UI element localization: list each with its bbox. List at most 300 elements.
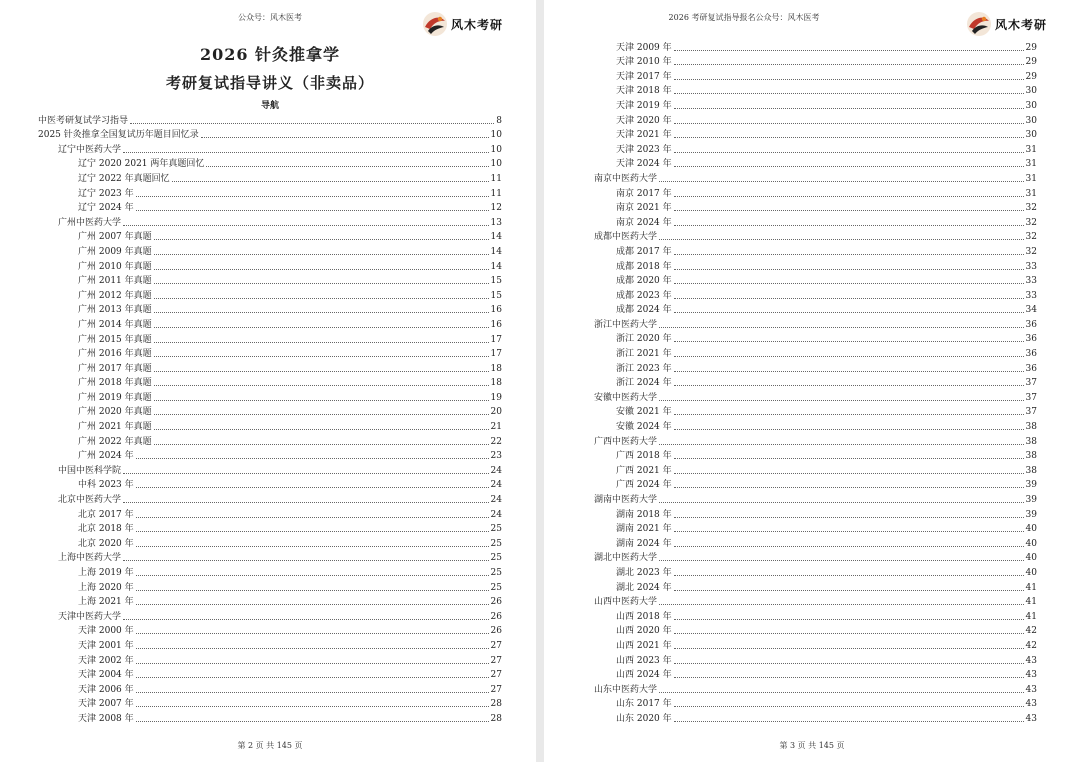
toc-entry[interactable]	[38, 214, 502, 229]
toc-entry[interactable]	[38, 608, 502, 623]
dot-leader	[136, 486, 489, 488]
dot-leader	[136, 530, 489, 532]
toc-entry-page-number: 38	[1025, 422, 1037, 433]
logo-emblem-icon	[966, 11, 992, 37]
toc-entry-page-number: 16	[490, 305, 502, 316]
toc-entry-page-number: 30	[1025, 130, 1037, 141]
dot-leader	[674, 486, 1024, 488]
toc-entry[interactable]	[38, 564, 502, 579]
brand-logo	[422, 8, 503, 40]
toc-entry-page-number: 30	[1025, 100, 1037, 111]
dot-leader	[136, 647, 489, 649]
toc-entry-page-number: 37	[1025, 407, 1037, 418]
toc-entry-page-number: 27	[490, 684, 502, 695]
toc-entry-page-number: 39	[1025, 495, 1037, 505]
toc-entry-label: 天津 2002 年	[78, 655, 134, 666]
toc-entry-label: 天津 2019 年	[616, 100, 672, 111]
toc-entry[interactable]	[38, 448, 502, 463]
toc-entry[interactable]	[38, 141, 502, 156]
dot-leader	[674, 268, 1024, 270]
dot-leader	[136, 676, 489, 678]
dot-leader	[136, 209, 489, 211]
toc-entry[interactable]	[38, 170, 502, 185]
toc-entry[interactable]	[594, 608, 1037, 623]
toc-entry-label: 安徽 2024 年	[616, 422, 672, 433]
toc-entry-label: 广州 2018 年真题	[78, 378, 152, 389]
toc-entry-label: 广西中医药大学	[594, 436, 658, 447]
toc-entry-page-number: 30	[1025, 86, 1037, 97]
toc-entry-label: 湖南 2021 年	[616, 524, 672, 535]
dot-leader	[154, 341, 489, 343]
toc-entry-label: 北京中医药大学	[58, 495, 122, 506]
toc-entry[interactable]	[38, 418, 502, 433]
toc-entry-page-number: 43	[1025, 670, 1037, 681]
toc-entry-page-number: 25	[490, 524, 502, 535]
dot-leader	[136, 720, 489, 722]
toc-entry-label: 广州 2017 年真题	[78, 363, 152, 374]
toc-entry[interactable]	[594, 637, 1037, 652]
dot-leader	[674, 589, 1024, 591]
toc-entry[interactable]	[594, 564, 1037, 579]
dot-leader	[154, 268, 489, 270]
dot-leader	[154, 355, 489, 357]
table-of-contents-right	[594, 39, 1037, 725]
toc-entry[interactable]	[38, 491, 502, 506]
toc-entry-label: 天津 2021 年	[616, 130, 672, 141]
toc-entry-page-number: 36	[1025, 363, 1037, 374]
toc-entry[interactable]	[594, 433, 1037, 448]
dot-leader	[123, 151, 489, 153]
toc-entry-label: 浙江 2021 年	[616, 349, 672, 360]
toc-entry-page-number: 29	[1025, 57, 1037, 68]
toc-entry-page-number: 10	[490, 159, 502, 170]
dot-leader	[136, 545, 489, 547]
toc-entry[interactable]	[594, 302, 1037, 317]
toc-entry[interactable]	[38, 375, 502, 390]
toc-entry[interactable]	[594, 97, 1037, 112]
toc-entry-label: 浙江中医药大学	[594, 319, 658, 330]
toc-entry-page-number: 33	[1025, 276, 1037, 287]
toc-entry[interactable]	[594, 127, 1037, 142]
toc-entry[interactable]	[38, 462, 502, 477]
toc-entry[interactable]	[38, 127, 502, 142]
toc-entry-label: 成都 2018 年	[616, 261, 672, 272]
toc-entry[interactable]	[594, 229, 1037, 244]
dot-leader	[674, 92, 1024, 94]
toc-entry-page-number: 34	[1025, 305, 1037, 316]
toc-entry-page-number: 36	[1025, 334, 1037, 345]
dot-leader	[674, 370, 1024, 372]
dot-leader	[674, 705, 1024, 707]
dot-leader	[674, 311, 1024, 313]
dot-leader	[674, 49, 1024, 51]
toc-entry-page-number: 17	[490, 334, 502, 345]
toc-entry-label: 天津 2008 年	[78, 713, 134, 724]
dot-leader	[674, 165, 1024, 167]
toc-entry-page-number: 31	[1025, 173, 1037, 184]
toc-entry-label: 成都 2017 年	[616, 246, 672, 257]
dot-leader	[674, 297, 1024, 299]
toc-entry-page-number: 24	[490, 495, 502, 506]
page-footer: 第 2 页 共 145 页	[237, 741, 303, 750]
toc-entry-label: 南京 2017 年	[616, 188, 672, 199]
toc-entry-label: 2025 针灸推拿全国复试历年题目回忆录	[38, 130, 199, 141]
toc-entry-label: 广州 2009 年真题	[78, 246, 152, 257]
toc-entry-label: 上海中医药大学	[58, 553, 122, 564]
dot-leader	[136, 195, 489, 197]
toc-entry[interactable]	[594, 462, 1037, 477]
toc-entry[interactable]	[38, 550, 502, 565]
toc-entry[interactable]	[38, 521, 502, 536]
dot-leader	[154, 297, 489, 299]
toc-entry[interactable]	[38, 637, 502, 652]
dot-leader	[172, 180, 489, 182]
toc-entry-label: 湖南 2018 年	[616, 509, 672, 520]
toc-entry[interactable]	[38, 389, 502, 404]
toc-entry-label: 广州中医药大学	[58, 217, 122, 228]
table-of-contents-left	[38, 112, 502, 725]
toc-entry[interactable]	[38, 579, 502, 594]
toc-entry-page-number: 28	[490, 713, 502, 724]
toc-entry-label: 浙江 2020 年	[616, 334, 672, 345]
toc-entry[interactable]	[38, 346, 502, 361]
toc-entry-page-number: 22	[490, 436, 502, 447]
toc-entry[interactable]	[594, 156, 1037, 171]
toc-entry-page-number: 11	[490, 188, 502, 199]
toc-entry-page-number: 32	[1025, 217, 1037, 228]
toc-entry-page-number: 14	[490, 232, 502, 243]
toc-entry[interactable]	[594, 243, 1037, 258]
toc-entry[interactable]	[38, 667, 502, 682]
dot-leader	[674, 720, 1024, 722]
logo-text: 风木考研	[995, 17, 1048, 32]
toc-entry-page-number: 38	[1025, 451, 1037, 462]
dot-leader	[201, 136, 489, 138]
toc-entry-page-number: 25	[490, 582, 502, 593]
toc-entry[interactable]	[38, 273, 502, 288]
toc-entry[interactable]	[594, 287, 1037, 302]
toc-entry[interactable]	[38, 243, 502, 258]
toc-entry[interactable]	[38, 258, 502, 273]
dot-leader	[154, 443, 489, 445]
toc-entry-label: 天津中医药大学	[58, 611, 122, 622]
toc-entry-label: 湖北 2024 年	[616, 582, 672, 593]
toc-entry-label: 广州 2020 年真题	[78, 407, 152, 418]
toc-entry-label: 湖北中医药大学	[594, 553, 658, 564]
toc-entry[interactable]	[38, 477, 502, 492]
toc-entry-label: 湖南中医药大学	[594, 495, 658, 505]
toc-entry-label: 天津 2006 年	[78, 684, 134, 695]
toc-entry-label: 广州 2015 年真题	[78, 334, 152, 345]
toc-entry-label: 山西 2018 年	[616, 611, 672, 622]
dot-leader	[659, 691, 1024, 693]
toc-entry[interactable]	[594, 667, 1037, 682]
toc-entry[interactable]	[594, 404, 1037, 419]
dot-leader	[154, 384, 489, 386]
toc-entry-label: 天津 2007 年	[78, 699, 134, 710]
toc-entry-page-number: 42	[1025, 626, 1037, 637]
toc-entry[interactable]	[594, 331, 1037, 346]
dot-leader	[659, 238, 1024, 240]
dot-leader	[154, 326, 489, 328]
toc-entry-page-number: 13	[490, 217, 502, 228]
toc-entry-page-number: 26	[490, 626, 502, 637]
toc-entry-label: 辽宁中医药大学	[58, 144, 122, 155]
toc-entry[interactable]	[594, 710, 1037, 725]
toc-entry[interactable]	[38, 287, 502, 302]
toc-entry[interactable]	[38, 200, 502, 215]
toc-entry-label: 天津 2023 年	[616, 144, 672, 155]
toc-entry[interactable]	[594, 39, 1037, 54]
toc-entry-page-number: 18	[490, 363, 502, 374]
toc-entry-page-number: 40	[1025, 538, 1037, 549]
toc-entry-page-number: 40	[1025, 553, 1037, 564]
toc-entry-page-number: 16	[490, 319, 502, 330]
toc-entry-label: 中医考研复试学习指导	[38, 115, 129, 126]
toc-entry-page-number: 12	[490, 203, 502, 214]
toc-entry[interactable]	[594, 550, 1037, 565]
dot-leader	[136, 589, 489, 591]
toc-entry-page-number: 42	[1025, 640, 1037, 651]
toc-entry-label: 广州 2019 年真题	[78, 392, 152, 403]
toc-entry[interactable]	[38, 316, 502, 331]
toc-entry[interactable]	[38, 681, 502, 696]
dot-leader	[659, 443, 1024, 445]
dot-leader	[136, 662, 489, 664]
toc-entry-page-number: 39	[1025, 509, 1037, 520]
toc-entry-label: 上海 2019 年	[78, 568, 134, 578]
toc-entry[interactable]	[594, 594, 1037, 609]
toc-entry-label: 上海 2020 年	[78, 582, 134, 593]
dot-leader	[130, 122, 494, 124]
toc-entry-label: 天津 2017 年	[616, 71, 672, 82]
dot-leader	[674, 662, 1024, 664]
toc-entry-page-number: 43	[1025, 699, 1037, 710]
toc-entry[interactable]	[594, 360, 1037, 375]
toc-entry-label: 南京 2024 年	[616, 217, 672, 228]
dot-leader	[674, 209, 1024, 211]
dot-leader	[154, 370, 489, 372]
toc-entry-label: 辽宁 2023 年	[78, 188, 134, 199]
toc-entry[interactable]	[38, 360, 502, 375]
toc-entry-page-number: 29	[1025, 42, 1037, 53]
toc-entry-page-number: 25	[490, 553, 502, 564]
dot-leader	[674, 63, 1024, 65]
toc-entry-page-number: 20	[490, 407, 502, 418]
dot-leader	[154, 282, 489, 284]
toc-entry[interactable]	[594, 506, 1037, 521]
toc-entry-label: 成都 2020 年	[616, 276, 672, 287]
dot-leader	[674, 122, 1024, 124]
toc-entry[interactable]	[594, 141, 1037, 156]
toc-entry-page-number: 26	[490, 597, 502, 608]
toc-entry[interactable]	[594, 418, 1037, 433]
toc-entry-label: 南京 2021 年	[616, 203, 672, 214]
toc-entry-page-number: 26	[490, 611, 502, 622]
toc-entry-page-number: 23	[490, 451, 502, 462]
toc-entry[interactable]	[594, 200, 1037, 215]
toc-entry-page-number: 36	[1025, 349, 1037, 360]
toc-entry[interactable]	[594, 112, 1037, 127]
toc-entry-label: 广州 2007 年真题	[78, 232, 152, 243]
dot-leader	[674, 78, 1024, 80]
toc-entry[interactable]	[594, 258, 1037, 273]
dot-leader	[674, 516, 1024, 518]
toc-entry[interactable]	[38, 535, 502, 550]
dot-leader	[674, 340, 1024, 342]
toc-entry-page-number: 30	[1025, 115, 1037, 126]
toc-entry-label: 北京 2018 年	[78, 524, 134, 535]
dot-leader	[659, 326, 1024, 328]
toc-entry-page-number: 33	[1025, 261, 1037, 272]
dot-leader	[659, 603, 1024, 605]
dot-leader	[154, 428, 489, 430]
toc-entry[interactable]	[594, 68, 1037, 83]
toc-entry[interactable]	[594, 170, 1037, 185]
toc-entry-page-number: 41	[1025, 582, 1037, 593]
toc-entry-label: 天津 2018 年	[616, 86, 672, 97]
toc-entry-label: 天津 2010 年	[616, 57, 672, 68]
toc-heading: 导航	[260, 101, 279, 111]
dot-leader	[659, 501, 1024, 503]
toc-entry[interactable]	[594, 535, 1037, 550]
toc-entry[interactable]	[38, 404, 502, 419]
page-footer: 第 3 页 共 145 页	[779, 741, 845, 750]
toc-entry-page-number: 27	[490, 655, 502, 666]
toc-entry-label: 浙江 2024 年	[616, 378, 672, 389]
toc-entry-label: 广州 2010 年真题	[78, 261, 152, 272]
page-left	[0, 0, 536, 762]
dot-leader	[206, 165, 488, 167]
brand-logo	[966, 8, 1047, 40]
toc-entry[interactable]	[38, 331, 502, 346]
dot-leader	[154, 311, 489, 313]
toc-entry-label: 天津 2009 年	[616, 42, 672, 53]
toc-entry-page-number: 27	[490, 640, 502, 651]
toc-entry-page-number: 40	[1025, 567, 1037, 578]
toc-entry-page-number: 38	[1025, 465, 1037, 476]
dot-leader	[674, 457, 1024, 459]
toc-entry[interactable]	[38, 156, 502, 171]
toc-entry-page-number: 29	[1025, 71, 1037, 82]
toc-entry[interactable]	[38, 652, 502, 667]
toc-entry[interactable]	[594, 623, 1037, 638]
toc-entry-page-number: 8	[496, 115, 502, 126]
toc-entry-label: 山西 2021 年	[616, 640, 672, 651]
toc-entry[interactable]	[594, 316, 1037, 331]
document-subtitle: 考研复试指导讲义（非卖品）	[165, 74, 374, 92]
dot-leader	[674, 107, 1024, 109]
toc-entry[interactable]	[38, 710, 502, 725]
toc-entry-label: 辽宁 2022 年真题回忆	[78, 173, 170, 184]
page-right	[544, 0, 1080, 762]
toc-entry-label: 安徽中医药大学	[594, 392, 658, 403]
toc-entry[interactable]	[38, 433, 502, 448]
dot-leader	[674, 413, 1024, 415]
toc-entry-label: 广西 2021 年	[616, 465, 672, 476]
page-header-text: 2026 考研复试指导报名公众号：风木医考	[668, 13, 820, 22]
dot-leader	[154, 253, 489, 255]
dot-leader	[674, 618, 1024, 620]
toc-entry[interactable]	[594, 214, 1037, 229]
toc-entry[interactable]	[38, 302, 502, 317]
toc-entry-page-number: 32	[1025, 203, 1037, 214]
toc-entry[interactable]	[594, 273, 1037, 288]
toc-entry[interactable]	[594, 83, 1037, 98]
toc-entry[interactable]	[38, 594, 502, 609]
toc-entry[interactable]	[594, 375, 1037, 390]
toc-entry-label: 北京 2020 年	[78, 538, 134, 549]
toc-entry-label: 山西 2020 年	[616, 626, 672, 637]
toc-entry[interactable]	[38, 112, 502, 127]
toc-entry-label: 成都中医药大学	[594, 232, 658, 243]
toc-entry[interactable]	[38, 506, 502, 521]
dot-leader	[674, 545, 1024, 547]
toc-entry[interactable]	[594, 448, 1037, 463]
toc-entry-label: 山西 2024 年	[616, 670, 672, 681]
toc-entry-page-number: 38	[1025, 436, 1037, 447]
toc-entry-label: 中科 2023 年	[78, 480, 134, 491]
toc-entry-label: 广州 2022 年真题	[78, 436, 152, 447]
toc-entry[interactable]	[594, 491, 1037, 506]
toc-entry[interactable]	[38, 185, 502, 200]
toc-entry-page-number: 28	[490, 699, 502, 710]
dot-leader	[674, 632, 1024, 634]
dot-leader	[674, 647, 1024, 649]
toc-entry[interactable]	[594, 681, 1037, 696]
toc-entry-label: 成都 2024 年	[616, 305, 672, 316]
toc-entry-label: 广州 2014 年真题	[78, 319, 152, 330]
dot-leader	[674, 428, 1024, 430]
toc-entry-page-number: 39	[1025, 480, 1037, 491]
dot-leader	[674, 676, 1024, 678]
toc-entry[interactable]	[594, 652, 1037, 667]
dot-leader	[674, 355, 1024, 357]
dot-leader	[674, 282, 1024, 284]
toc-entry[interactable]	[594, 579, 1037, 594]
toc-entry-page-number: 14	[490, 261, 502, 272]
toc-entry[interactable]	[38, 696, 502, 711]
toc-entry-page-number: 36	[1025, 319, 1037, 330]
toc-entry-label: 广州 2012 年真题	[78, 290, 152, 301]
dot-leader	[154, 399, 489, 401]
toc-entry-page-number: 43	[1025, 655, 1037, 666]
dot-leader	[674, 472, 1024, 474]
toc-entry[interactable]	[594, 521, 1037, 536]
toc-entry-label: 广州 2024 年	[78, 451, 134, 462]
toc-entry-label: 广州 2011 年真题	[78, 276, 152, 287]
toc-entry-label: 湖南 2024 年	[616, 538, 672, 549]
toc-entry[interactable]	[38, 623, 502, 638]
dot-leader	[674, 574, 1024, 576]
toc-entry[interactable]	[594, 389, 1037, 404]
toc-entry-label: 广西 2024 年	[616, 480, 672, 491]
toc-entry[interactable]	[594, 54, 1037, 69]
toc-entry[interactable]	[594, 185, 1037, 200]
toc-entry[interactable]	[38, 229, 502, 244]
toc-entry-label: 成都 2023 年	[616, 290, 672, 301]
toc-entry-page-number: 10	[490, 130, 502, 141]
toc-entry[interactable]	[594, 696, 1037, 711]
dot-leader	[136, 705, 489, 707]
toc-entry-label: 天津 2020 年	[616, 115, 672, 126]
dot-leader	[123, 501, 489, 503]
toc-entry-label: 浙江 2023 年	[616, 363, 672, 374]
toc-entry[interactable]	[594, 345, 1037, 360]
toc-entry[interactable]	[594, 477, 1037, 492]
toc-entry-page-number: 15	[490, 290, 502, 301]
toc-entry-label: 天津 2001 年	[78, 640, 134, 651]
